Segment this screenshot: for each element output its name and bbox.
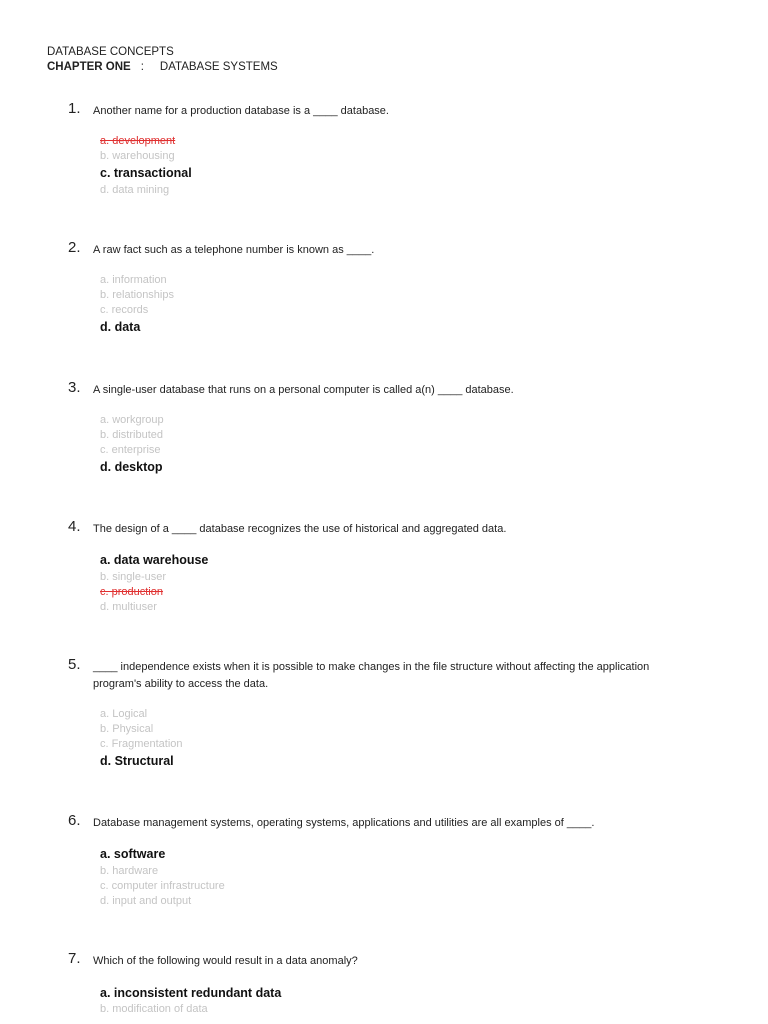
question-text: Another name for a production database is a ____ database. bbox=[93, 105, 389, 117]
option-faded: c. computer infrastructure bbox=[100, 880, 225, 892]
question-number: 6. bbox=[68, 812, 81, 829]
option-faded: d. data mining bbox=[100, 184, 170, 196]
option-answer: d. desktop bbox=[100, 460, 163, 474]
option-struck: a. development bbox=[100, 135, 176, 147]
option-faded: b. single-user bbox=[100, 571, 167, 583]
option-answer: a. software bbox=[100, 847, 166, 861]
option-faded: b. distributed bbox=[100, 429, 163, 441]
option-faded: d. input and output bbox=[100, 895, 192, 907]
chapter-heading bbox=[47, 60, 278, 75]
option-answer: a. inconsistent redundant data bbox=[100, 986, 282, 1000]
question-text: The design of a ____ database recognizes the use of historical and aggregated data. bbox=[93, 523, 507, 535]
option-answer: d. data bbox=[100, 320, 141, 334]
question-number: 7. bbox=[68, 950, 81, 967]
option-faded: b. modification of data bbox=[100, 1003, 208, 1015]
chapter-title: DATABASE SYSTEMS bbox=[159, 61, 278, 73]
option-faded: b. hardware bbox=[100, 865, 159, 877]
question-number: 4. bbox=[68, 518, 81, 535]
option-faded: c. records bbox=[100, 304, 149, 316]
option-faded: a. workgroup bbox=[100, 414, 164, 426]
chapter-separator: : bbox=[140, 61, 144, 73]
question-number: 1. bbox=[68, 100, 81, 117]
option-answer: a. data warehouse bbox=[100, 553, 209, 567]
option-faded: c. enterprise bbox=[100, 444, 161, 456]
question-number: 5. bbox=[68, 656, 81, 673]
document-title: DATABASE CONCEPTS bbox=[47, 46, 174, 58]
option-faded: a. Logical bbox=[100, 708, 148, 720]
question-text: A single-user database that runs on a personal computer is called a(n) ____ database. bbox=[93, 384, 514, 396]
option-struck: c. production bbox=[100, 586, 163, 598]
question-text: Which of the following would result in a data anomaly? bbox=[93, 955, 358, 967]
question-number: 2. bbox=[68, 239, 81, 256]
question-text: ____ independence exists when it is possible to make changes in the file structure without affecting the application program's ability to access the data. bbox=[93, 661, 650, 690]
option-answer: c. transactional bbox=[100, 166, 192, 180]
option-faded: c. Fragmentation bbox=[100, 738, 183, 750]
question-text: Database management systems, operating systems, applications and utilities are all examples of ____. bbox=[93, 817, 595, 829]
question-text: A raw fact such as a telephone number is known as ____. bbox=[93, 244, 375, 256]
option-faded: a. information bbox=[100, 274, 167, 286]
question-number: 3. bbox=[68, 379, 81, 396]
option-faded: d. multiuser bbox=[100, 601, 157, 613]
option-faded: b. Physical bbox=[100, 723, 154, 735]
option-faded: b. warehousing bbox=[100, 150, 175, 162]
chapter-label: CHAPTER ONE bbox=[47, 61, 131, 73]
option-faded: b. relationships bbox=[100, 289, 174, 301]
option-answer: d. Structural bbox=[100, 754, 174, 768]
document-header bbox=[47, 45, 278, 75]
